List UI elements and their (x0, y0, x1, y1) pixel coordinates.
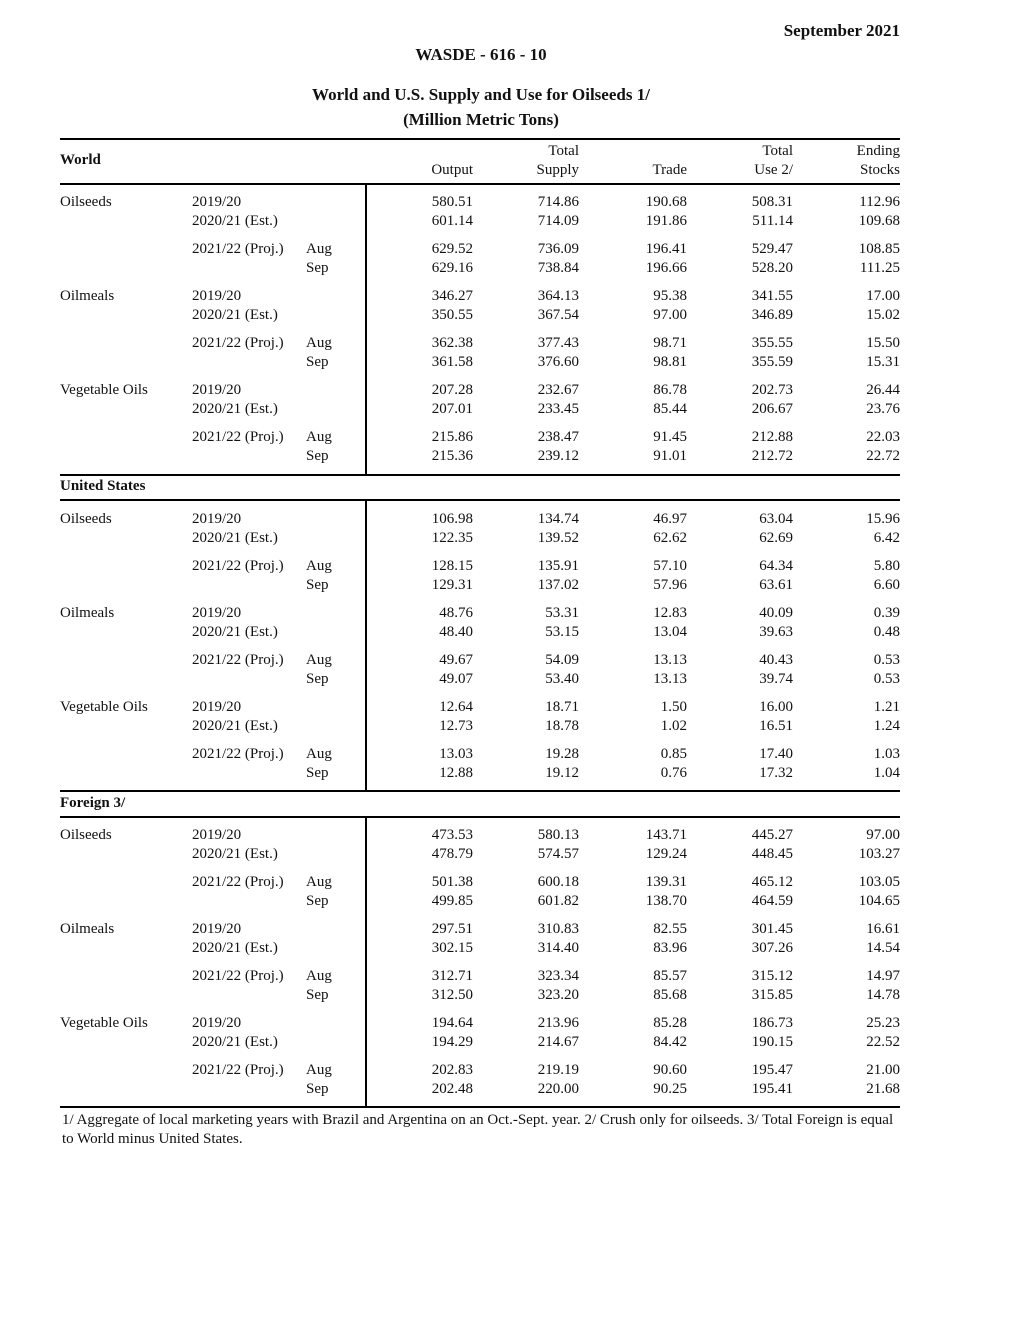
cell-total-supply: 19.28 (545, 746, 579, 762)
month-label: Aug (306, 335, 332, 351)
commodity-label: Oilmeals (60, 288, 115, 304)
cell-total-supply: 323.20 (537, 987, 579, 1003)
month-label: Sep (306, 260, 329, 276)
cell-ending-stocks: 22.03 (866, 429, 900, 445)
cell-output: 202.48 (431, 1081, 473, 1097)
cell-output: 13.03 (439, 746, 473, 762)
cell-total-use: 40.09 (759, 605, 793, 621)
cell-ending-stocks: 1.04 (873, 765, 900, 781)
cell-output: 106.98 (431, 511, 473, 527)
year-label: 2019/20 (192, 827, 242, 843)
table-units: (Million Metric Tons) (403, 110, 559, 129)
cell-output: 12.64 (439, 699, 473, 715)
cell-output: 312.50 (431, 987, 473, 1003)
col-ending-stocks-1: Ending (856, 143, 900, 159)
cell-trade: 97.00 (653, 307, 687, 323)
cell-total-supply: 580.13 (537, 827, 579, 843)
cell-ending-stocks: 6.60 (873, 577, 900, 593)
cell-trade: 86.78 (653, 382, 687, 398)
cell-ending-stocks: 22.52 (866, 1034, 900, 1050)
year-label: 2020/21 (Est.) (192, 213, 278, 229)
cell-output: 12.88 (439, 765, 473, 781)
cell-output: 49.07 (439, 671, 473, 687)
cell-output: 501.38 (431, 874, 473, 890)
year-label: 2019/20 (192, 288, 242, 304)
cell-total-supply: 18.78 (545, 718, 579, 734)
cell-total-use: 16.00 (759, 699, 793, 715)
cell-total-use: 17.40 (759, 746, 793, 762)
cell-output: 312.71 (431, 968, 473, 984)
year-label: 2019/20 (192, 605, 242, 621)
cell-total-supply: 714.86 (537, 194, 579, 210)
month-label: Aug (306, 429, 332, 445)
cell-total-use: 307.26 (751, 940, 793, 956)
month-label: Sep (306, 448, 329, 464)
cell-trade: 13.13 (653, 671, 687, 687)
cell-output: 499.85 (431, 893, 473, 909)
cell-trade: 83.96 (653, 940, 687, 956)
cell-ending-stocks: 26.44 (866, 382, 900, 398)
cell-ending-stocks: 108.85 (858, 241, 900, 257)
cell-total-use: 465.12 (751, 874, 793, 890)
cell-ending-stocks: 23.76 (866, 401, 900, 417)
cell-trade: 1.50 (660, 699, 687, 715)
month-label: Sep (306, 577, 329, 593)
section-label: Foreign 3/ (60, 795, 126, 811)
month-label: Aug (306, 968, 332, 984)
cell-output: 12.73 (439, 718, 473, 734)
cell-total-use: 301.45 (751, 921, 793, 937)
month-label: Aug (306, 874, 332, 890)
cell-ending-stocks: 0.39 (873, 605, 900, 621)
month-label: Aug (306, 1062, 332, 1078)
cell-total-supply: 53.31 (545, 605, 579, 621)
year-label: 2019/20 (192, 382, 242, 398)
cell-total-use: 315.85 (751, 987, 793, 1003)
cell-total-use: 39.74 (759, 671, 793, 687)
cell-total-supply: 137.02 (537, 577, 579, 593)
year-label: 2020/21 (Est.) (192, 718, 278, 734)
month-label: Sep (306, 671, 329, 687)
cell-output: 601.14 (431, 213, 473, 229)
cell-total-use: 464.59 (751, 893, 793, 909)
cell-output: 207.28 (431, 382, 473, 398)
cell-ending-stocks: 109.68 (858, 213, 900, 229)
month-label: Aug (306, 241, 332, 257)
col-total-use-1: Total (762, 143, 793, 159)
year-label: 2020/21 (Est.) (192, 307, 278, 323)
year-label: 2021/22 (Proj.) (192, 429, 284, 445)
cell-total-supply: 18.71 (545, 699, 579, 715)
cell-total-use: 63.61 (759, 577, 793, 593)
cell-trade: 57.10 (653, 558, 687, 574)
cell-total-supply: 600.18 (537, 874, 579, 890)
cell-ending-stocks: 5.80 (873, 558, 900, 574)
cell-total-supply: 135.91 (537, 558, 579, 574)
cell-total-use: 39.63 (759, 624, 793, 640)
year-label: 2020/21 (Est.) (192, 401, 278, 417)
cell-ending-stocks: 0.48 (873, 624, 900, 640)
cell-trade: 0.76 (660, 765, 687, 781)
cell-trade: 90.25 (653, 1081, 687, 1097)
commodity-label: Vegetable Oils (60, 699, 148, 715)
cell-ending-stocks: 104.65 (858, 893, 900, 909)
cell-trade: 13.13 (653, 652, 687, 668)
year-label: 2019/20 (192, 511, 242, 527)
report-date: September 2021 (783, 21, 900, 40)
cell-total-supply: 233.45 (537, 401, 579, 417)
cell-trade: 13.04 (653, 624, 687, 640)
cell-total-use: 40.43 (759, 652, 793, 668)
table-title: World and U.S. Supply and Use for Oilseeds 1/ (312, 85, 650, 104)
cell-ending-stocks: 6.42 (873, 530, 900, 546)
cell-trade: 138.70 (645, 893, 687, 909)
section-rule (60, 816, 900, 818)
cell-ending-stocks: 1.03 (873, 746, 900, 762)
cell-total-use: 528.20 (751, 260, 793, 276)
cell-ending-stocks: 25.23 (866, 1015, 900, 1031)
cell-ending-stocks: 15.31 (866, 354, 900, 370)
cell-total-supply: 310.83 (537, 921, 579, 937)
cell-ending-stocks: 14.54 (866, 940, 900, 956)
commodity-label: Oilseeds (60, 511, 112, 527)
commodity-label: Vegetable Oils (60, 1015, 148, 1031)
cell-output: 629.52 (431, 241, 473, 257)
cell-ending-stocks: 22.72 (866, 448, 900, 464)
cell-ending-stocks: 16.61 (866, 921, 900, 937)
column-divider (365, 817, 367, 1107)
cell-ending-stocks: 103.27 (858, 846, 900, 862)
cell-output: 473.53 (431, 827, 473, 843)
month-label: Sep (306, 893, 329, 909)
cell-total-supply: 738.84 (537, 260, 579, 276)
cell-output: 48.40 (439, 624, 473, 640)
cell-total-supply: 238.47 (537, 429, 579, 445)
section-bottom-rule (60, 474, 900, 476)
cell-trade: 95.38 (653, 288, 687, 304)
cell-output: 346.27 (431, 288, 473, 304)
cell-ending-stocks: 15.96 (866, 511, 900, 527)
cell-ending-stocks: 14.97 (866, 968, 900, 984)
cell-total-supply: 53.15 (545, 624, 579, 640)
report-id: WASDE - 616 - 10 (415, 45, 547, 64)
cell-total-supply: 714.09 (537, 213, 579, 229)
col-output: Output (431, 162, 473, 178)
cell-total-supply: 232.67 (537, 382, 579, 398)
month-label: Aug (306, 558, 332, 574)
header-rule (60, 183, 900, 185)
cell-trade: 82.55 (653, 921, 687, 937)
cell-total-use: 62.69 (759, 530, 793, 546)
top-rule (60, 138, 900, 140)
cell-trade: 129.24 (645, 846, 687, 862)
cell-total-supply: 367.54 (537, 307, 579, 323)
cell-output: 202.83 (431, 1062, 473, 1078)
cell-trade: 196.41 (645, 241, 687, 257)
cell-total-supply: 134.74 (537, 511, 579, 527)
cell-ending-stocks: 15.50 (866, 335, 900, 351)
year-label: 2020/21 (Est.) (192, 940, 278, 956)
cell-output: 128.15 (431, 558, 473, 574)
cell-output: 207.01 (431, 401, 473, 417)
cell-trade: 85.57 (653, 968, 687, 984)
cell-trade: 91.45 (653, 429, 687, 445)
month-label: Aug (306, 652, 332, 668)
cell-ending-stocks: 0.53 (873, 671, 900, 687)
cell-total-use: 202.73 (751, 382, 793, 398)
cell-output: 302.15 (431, 940, 473, 956)
cell-total-supply: 139.52 (537, 530, 579, 546)
cell-trade: 98.71 (653, 335, 687, 351)
year-label: 2019/20 (192, 194, 242, 210)
cell-trade: 84.42 (653, 1034, 687, 1050)
cell-output: 350.55 (431, 307, 473, 323)
section-label: United States (60, 478, 146, 494)
cell-output: 580.51 (431, 194, 473, 210)
cell-trade: 12.83 (653, 605, 687, 621)
year-label: 2021/22 (Proj.) (192, 241, 284, 257)
year-label: 2020/21 (Est.) (192, 1034, 278, 1050)
cell-trade: 46.97 (653, 511, 687, 527)
cell-output: 362.38 (431, 335, 473, 351)
cell-total-supply: 53.40 (545, 671, 579, 687)
commodity-label: Vegetable Oils (60, 382, 148, 398)
year-label: 2020/21 (Est.) (192, 530, 278, 546)
year-label: 2021/22 (Proj.) (192, 874, 284, 890)
cell-ending-stocks: 14.78 (866, 987, 900, 1003)
month-label: Aug (306, 746, 332, 762)
cell-ending-stocks: 97.00 (866, 827, 900, 843)
cell-trade: 85.68 (653, 987, 687, 1003)
year-label: 2021/22 (Proj.) (192, 335, 284, 351)
cell-total-supply: 323.34 (537, 968, 579, 984)
cell-total-use: 341.55 (751, 288, 793, 304)
cell-trade: 1.02 (660, 718, 687, 734)
cell-output: 194.64 (431, 1015, 473, 1031)
cell-total-supply: 314.40 (537, 940, 579, 956)
year-label: 2020/21 (Est.) (192, 624, 278, 640)
cell-total-supply: 736.09 (537, 241, 579, 257)
cell-total-supply: 219.19 (537, 1062, 579, 1078)
cell-total-use: 511.14 (752, 213, 793, 229)
year-label: 2019/20 (192, 699, 242, 715)
cell-output: 129.31 (431, 577, 473, 593)
cell-total-use: 195.41 (751, 1081, 793, 1097)
commodity-label: Oilmeals (60, 605, 115, 621)
cell-total-supply: 376.60 (537, 354, 579, 370)
cell-total-use: 190.15 (751, 1034, 793, 1050)
cell-total-supply: 364.13 (537, 288, 579, 304)
section-rule (60, 499, 900, 501)
cell-trade: 191.86 (645, 213, 687, 229)
cell-trade: 85.28 (653, 1015, 687, 1031)
commodity-label: Oilseeds (60, 194, 112, 210)
cell-total-use: 508.31 (751, 194, 793, 210)
footnote: 1/ Aggregate of local marketing years with Brazil and Argentina on an Oct.-Sept. year. 2/ Crush only for oilseeds. 3/ Total Foreign is equal to World minus United States. (62, 1112, 894, 1147)
month-label: Sep (306, 1081, 329, 1097)
cell-total-supply: 239.12 (537, 448, 579, 464)
section-bottom-rule (60, 790, 900, 792)
cell-trade: 0.85 (660, 746, 687, 762)
cell-total-use: 17.32 (759, 765, 793, 781)
cell-total-use: 64.34 (759, 558, 793, 574)
year-label: 2021/22 (Proj.) (192, 968, 284, 984)
cell-output: 215.36 (431, 448, 473, 464)
cell-total-use: 16.51 (759, 718, 793, 734)
cell-total-use: 212.88 (751, 429, 793, 445)
cell-output: 361.58 (431, 354, 473, 370)
col-total-use-2: Use 2/ (754, 162, 793, 178)
column-divider (365, 185, 367, 475)
cell-total-supply: 601.82 (537, 893, 579, 909)
region-header-world: World (60, 152, 101, 168)
year-label: 2020/21 (Est.) (192, 846, 278, 862)
cell-total-use: 206.67 (751, 401, 793, 417)
cell-total-use: 355.59 (751, 354, 793, 370)
cell-trade: 85.44 (653, 401, 687, 417)
section-bottom-rule (60, 1106, 900, 1108)
col-trade: Trade (652, 162, 687, 178)
cell-total-supply: 220.00 (537, 1081, 579, 1097)
commodity-label: Oilseeds (60, 827, 112, 843)
cell-ending-stocks: 21.00 (866, 1062, 900, 1078)
cell-total-use: 195.47 (751, 1062, 793, 1078)
cell-ending-stocks: 112.96 (859, 194, 900, 210)
cell-total-use: 212.72 (751, 448, 793, 464)
month-label: Sep (306, 765, 329, 781)
cell-total-use: 355.55 (751, 335, 793, 351)
col-ending-stocks-2: Stocks (859, 162, 900, 178)
year-label: 2021/22 (Proj.) (192, 746, 284, 762)
cell-trade: 57.96 (653, 577, 687, 593)
cell-ending-stocks: 15.02 (866, 307, 900, 323)
year-label: 2021/22 (Proj.) (192, 1062, 284, 1078)
cell-trade: 196.66 (645, 260, 687, 276)
cell-output: 215.86 (431, 429, 473, 445)
cell-output: 122.35 (431, 530, 473, 546)
cell-ending-stocks: 1.24 (873, 718, 900, 734)
cell-total-supply: 377.43 (537, 335, 579, 351)
cell-trade: 143.71 (645, 827, 687, 843)
cell-trade: 62.62 (653, 530, 687, 546)
commodity-label: Oilmeals (60, 921, 115, 937)
cell-total-supply: 19.12 (545, 765, 579, 781)
cell-total-supply: 54.09 (545, 652, 579, 668)
cell-ending-stocks: 17.00 (866, 288, 900, 304)
cell-trade: 91.01 (653, 448, 687, 464)
cell-ending-stocks: 1.21 (873, 699, 900, 715)
cell-total-use: 315.12 (751, 968, 793, 984)
cell-total-use: 445.27 (751, 827, 793, 843)
month-label: Sep (306, 987, 329, 1003)
cell-ending-stocks: 103.05 (858, 874, 900, 890)
cell-total-supply: 213.96 (537, 1015, 579, 1031)
year-label: 2021/22 (Proj.) (192, 652, 284, 668)
cell-total-use: 186.73 (751, 1015, 793, 1031)
cell-output: 629.16 (431, 260, 473, 276)
cell-trade: 139.31 (645, 874, 687, 890)
cell-ending-stocks: 111.25 (859, 260, 900, 276)
cell-total-supply: 214.67 (537, 1034, 579, 1050)
column-divider (365, 501, 367, 791)
cell-trade: 190.68 (645, 194, 687, 210)
month-label: Sep (306, 354, 329, 370)
cell-total-supply: 574.57 (537, 846, 579, 862)
cell-trade: 90.60 (653, 1062, 687, 1078)
cell-total-use: 346.89 (751, 307, 793, 323)
cell-output: 478.79 (431, 846, 473, 862)
year-label: 2019/20 (192, 921, 242, 937)
cell-output: 297.51 (431, 921, 473, 937)
cell-trade: 98.81 (653, 354, 687, 370)
cell-ending-stocks: 0.53 (873, 652, 900, 668)
col-total-supply-2: Supply (536, 162, 579, 178)
cell-total-use: 448.45 (751, 846, 793, 862)
cell-total-use: 529.47 (751, 241, 793, 257)
cell-output: 194.29 (431, 1034, 473, 1050)
cell-ending-stocks: 21.68 (866, 1081, 900, 1097)
col-total-supply-1: Total (548, 143, 579, 159)
year-label: 2019/20 (192, 1015, 242, 1031)
year-label: 2021/22 (Proj.) (192, 558, 284, 574)
cell-output: 48.76 (439, 605, 473, 621)
cell-total-use: 63.04 (759, 511, 793, 527)
cell-output: 49.67 (439, 652, 473, 668)
